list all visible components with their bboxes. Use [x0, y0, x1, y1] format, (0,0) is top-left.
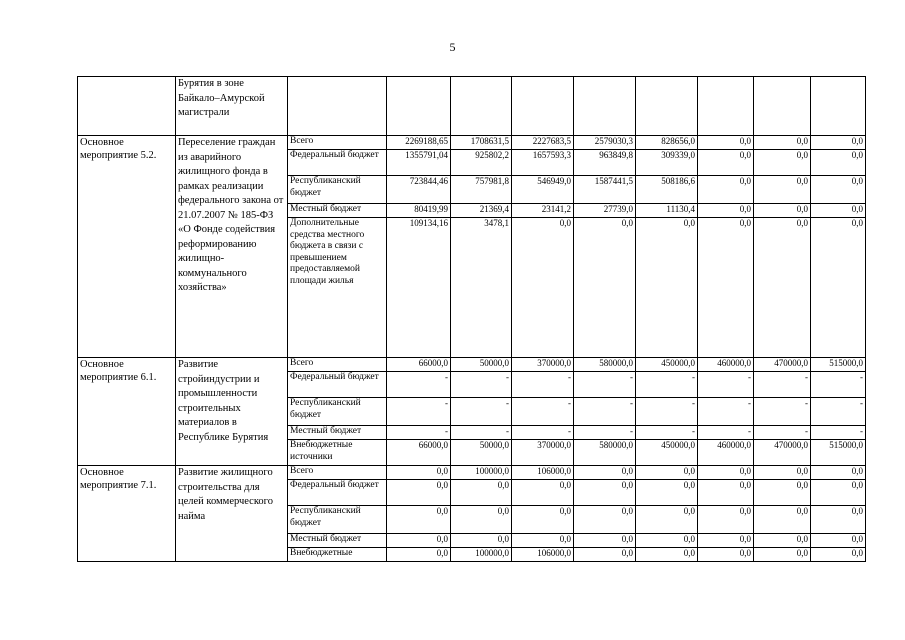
value-cell: 21369,4: [451, 204, 512, 218]
value-cell: -: [636, 398, 698, 426]
activity-number-cell: Основное мероприятие 7.1.: [78, 466, 176, 562]
value-cell: 0,0: [754, 506, 811, 534]
value-cell: 370000,0: [512, 358, 574, 372]
value-cell: 0,0: [811, 150, 866, 176]
activity-title-cell: Развитие жилищного строительства для целей коммерческого найма: [176, 466, 288, 562]
value-cell: 515000,0: [811, 358, 866, 372]
funding-source-cell: Местный бюджет: [288, 426, 387, 440]
value-cell: 0,0: [512, 506, 574, 534]
value-cell: [636, 77, 698, 136]
value-cell: 0,0: [698, 534, 754, 548]
value-cell: 0,0: [512, 534, 574, 548]
value-cell: 0,0: [698, 136, 754, 150]
value-cell: 0,0: [754, 480, 811, 506]
value-cell: -: [754, 426, 811, 440]
value-cell: 723844,46: [387, 176, 451, 204]
value-cell: 309339,0: [636, 150, 698, 176]
value-cell: 0,0: [387, 466, 451, 480]
value-cell: -: [636, 426, 698, 440]
value-cell: -: [698, 426, 754, 440]
value-cell: 0,0: [387, 480, 451, 506]
value-cell: 515000,0: [811, 440, 866, 466]
value-cell: 460000,0: [698, 440, 754, 466]
value-cell: -: [754, 398, 811, 426]
value-cell: -: [512, 426, 574, 440]
value-cell: 2227683,5: [512, 136, 574, 150]
funding-source-cell: Всего: [288, 358, 387, 372]
value-cell: 0,0: [811, 480, 866, 506]
value-cell: 0,0: [512, 480, 574, 506]
value-cell: 0,0: [754, 204, 811, 218]
value-cell: 0,0: [698, 204, 754, 218]
value-cell: 0,0: [698, 548, 754, 562]
value-cell: 3478,1: [451, 218, 512, 358]
funding-source-cell: Местный бюджет: [288, 534, 387, 548]
program-funding-table: [77, 76, 866, 562]
value-cell: [451, 77, 512, 136]
funding-source-cell: Федеральный бюджет: [288, 480, 387, 506]
value-cell: 0,0: [811, 506, 866, 534]
value-cell: 0,0: [451, 506, 512, 534]
value-cell: 0,0: [636, 534, 698, 548]
value-cell: 106000,0: [512, 466, 574, 480]
value-cell: 0,0: [811, 136, 866, 150]
value-cell: 0,0: [698, 218, 754, 358]
value-cell: 0,0: [636, 548, 698, 562]
value-cell: 460000,0: [698, 358, 754, 372]
value-cell: 11130,4: [636, 204, 698, 218]
value-cell: 580000,0: [574, 358, 636, 372]
value-cell: [574, 77, 636, 136]
value-cell: 0,0: [754, 466, 811, 480]
value-cell: -: [451, 398, 512, 426]
value-cell: 23141,2: [512, 204, 574, 218]
value-cell: 0,0: [574, 506, 636, 534]
value-cell: 470000,0: [754, 358, 811, 372]
value-cell: 0,0: [698, 176, 754, 204]
value-cell: -: [574, 426, 636, 440]
value-cell: 0,0: [811, 204, 866, 218]
value-cell: 963849,8: [574, 150, 636, 176]
funding-source-cell: Всего: [288, 466, 387, 480]
value-cell: 0,0: [636, 506, 698, 534]
funding-source-cell: Республиканский бюджет: [288, 176, 387, 204]
value-cell: 0,0: [811, 176, 866, 204]
value-cell: 925802,2: [451, 150, 512, 176]
value-cell: 0,0: [698, 466, 754, 480]
value-cell: 0,0: [574, 548, 636, 562]
value-cell: 470000,0: [754, 440, 811, 466]
table-row: [78, 136, 866, 150]
value-cell: 450000,0: [636, 358, 698, 372]
value-cell: 2579030,3: [574, 136, 636, 150]
value-cell: -: [451, 426, 512, 440]
value-cell: -: [451, 372, 512, 398]
value-cell: 100000,0: [451, 466, 512, 480]
value-cell: -: [811, 398, 866, 426]
value-cell: 0,0: [387, 534, 451, 548]
value-cell: -: [387, 426, 451, 440]
value-cell: -: [574, 398, 636, 426]
activity-number-cell: Основное мероприятие 5.2.: [78, 136, 176, 358]
funding-source-cell: Республиканский бюджет: [288, 506, 387, 534]
value-cell: 0,0: [811, 534, 866, 548]
table-row: [78, 358, 866, 372]
value-cell: 80419,99: [387, 204, 451, 218]
value-cell: 106000,0: [512, 548, 574, 562]
funding-source-cell: Дополнительные средства местного бюджета в связи с превышением предоставляемой площади жилья: [288, 218, 387, 358]
value-cell: 0,0: [574, 218, 636, 358]
value-cell: -: [387, 398, 451, 426]
table-row: [78, 77, 866, 136]
value-cell: -: [574, 372, 636, 398]
value-cell: 109134,16: [387, 218, 451, 358]
value-cell: 508186,6: [636, 176, 698, 204]
funding-source-cell: Всего: [288, 136, 387, 150]
activity-number-cell: Основное мероприятие 6.1.: [78, 358, 176, 466]
value-cell: 50000,0: [451, 358, 512, 372]
activity-number-cell: [78, 77, 176, 136]
value-cell: 100000,0: [451, 548, 512, 562]
funding-source-cell: Внебюджетные источники: [288, 440, 387, 466]
value-cell: 0,0: [387, 548, 451, 562]
funding-source-cell: Федеральный бюджет: [288, 150, 387, 176]
value-cell: 0,0: [754, 136, 811, 150]
value-cell: 1657593,3: [512, 150, 574, 176]
value-cell: 0,0: [698, 506, 754, 534]
value-cell: 370000,0: [512, 440, 574, 466]
value-cell: 0,0: [754, 150, 811, 176]
activity-title-cell: Развитие стройиндустрии и промышленности строительных материалов в Республике Бурятия: [176, 358, 288, 466]
value-cell: -: [512, 372, 574, 398]
value-cell: 66000,0: [387, 440, 451, 466]
value-cell: -: [754, 372, 811, 398]
value-cell: 0,0: [574, 534, 636, 548]
value-cell: [698, 77, 754, 136]
value-cell: 1587441,5: [574, 176, 636, 204]
value-cell: 450000,0: [636, 440, 698, 466]
value-cell: 0,0: [387, 506, 451, 534]
value-cell: 0,0: [636, 480, 698, 506]
funding-source-cell: Республиканский бюджет: [288, 398, 387, 426]
value-cell: -: [387, 372, 451, 398]
value-cell: 0,0: [754, 176, 811, 204]
value-cell: 546949,0: [512, 176, 574, 204]
value-cell: 0,0: [451, 534, 512, 548]
page-number: 5: [449, 40, 456, 54]
activity-title-cell: Бурятия в зоне Байкало–Амурской магистрали: [176, 77, 288, 136]
funding-source-cell: [288, 77, 387, 136]
value-cell: 0,0: [698, 150, 754, 176]
value-cell: 1708631,5: [451, 136, 512, 150]
value-cell: -: [512, 398, 574, 426]
value-cell: 0,0: [574, 480, 636, 506]
value-cell: 0,0: [636, 218, 698, 358]
activity-title-cell: Переселение граждан из аварийного жилищного фонда в рамках реализации федерального закона от 21.07.2007 № 185-ФЗ «О Фонде содействия реформированию жилищно-коммунального хозяйства»: [176, 136, 288, 358]
value-cell: 0,0: [754, 548, 811, 562]
funding-source-cell: Федеральный бюджет: [288, 372, 387, 398]
value-cell: 0,0: [574, 466, 636, 480]
value-cell: -: [698, 398, 754, 426]
value-cell: [512, 77, 574, 136]
value-cell: 2269188,65: [387, 136, 451, 150]
value-cell: 66000,0: [387, 358, 451, 372]
value-cell: [754, 77, 811, 136]
value-cell: 0,0: [754, 218, 811, 358]
value-cell: 0,0: [512, 218, 574, 358]
value-cell: 0,0: [811, 548, 866, 562]
value-cell: -: [811, 426, 866, 440]
value-cell: -: [636, 372, 698, 398]
value-cell: 0,0: [451, 480, 512, 506]
funding-source-cell: Внебюджетные: [288, 548, 387, 562]
value-cell: [811, 77, 866, 136]
table-row: [78, 466, 866, 480]
value-cell: 757981,8: [451, 176, 512, 204]
value-cell: 50000,0: [451, 440, 512, 466]
value-cell: -: [698, 372, 754, 398]
value-cell: 828656,0: [636, 136, 698, 150]
value-cell: 0,0: [811, 218, 866, 358]
value-cell: [387, 77, 451, 136]
value-cell: 1355791,04: [387, 150, 451, 176]
funding-source-cell: Местный бюджет: [288, 204, 387, 218]
value-cell: 0,0: [754, 534, 811, 548]
value-cell: -: [811, 372, 866, 398]
value-cell: 0,0: [698, 480, 754, 506]
value-cell: 0,0: [811, 466, 866, 480]
value-cell: 27739,0: [574, 204, 636, 218]
value-cell: 0,0: [636, 466, 698, 480]
value-cell: 580000,0: [574, 440, 636, 466]
